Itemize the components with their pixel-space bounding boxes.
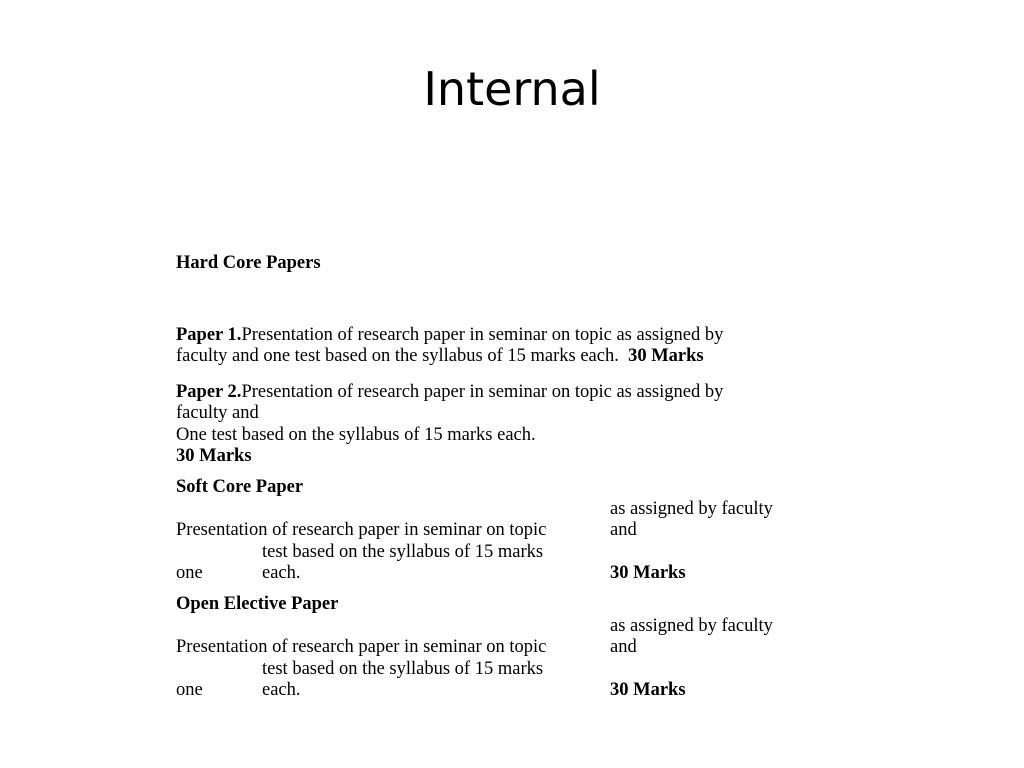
paper2-text1: Presentation of research paper in seminar on topic as assigned by (241, 382, 724, 402)
soft-core-right-1: as assigned by faculty (610, 499, 773, 519)
paper2-marks: 30 Marks (176, 446, 252, 466)
soft-core-mid-4: each. (262, 563, 301, 583)
paper2-label: Paper 2. (176, 382, 242, 402)
soft-core-marks: 30 Marks (610, 563, 686, 583)
paper1-line2 (176, 346, 704, 367)
open-elective-marks: 30 Marks (610, 680, 686, 700)
open-elective-heading: Open Elective Paper (176, 594, 339, 614)
open-elective-mid-4: each. (262, 680, 301, 700)
soft-core-mid-3: test based on the syllabus of 15 marks (262, 542, 544, 562)
soft-core-left-4: one (176, 563, 203, 583)
paper1-text2: faculty and one test based on the syllabus of 15 marks each. (176, 346, 619, 366)
hard-core-heading: Hard Core Papers (176, 253, 321, 273)
open-elective-left-2: Presentation of research paper in seminar on topic (176, 637, 547, 657)
open-elective-right-2: and (610, 637, 637, 657)
open-elective-mid-3: test based on the syllabus of 15 marks (262, 659, 544, 679)
paper2-line3: One test based on the syllabus of 15 marks each. (176, 425, 536, 445)
open-elective-left-4: one (176, 680, 203, 700)
soft-core-heading: Soft Core Paper (176, 477, 304, 497)
paper2-line1 (176, 382, 723, 403)
soft-core-right-2: and (610, 520, 637, 540)
paper1-text1: Presentation of research paper in seminar on topic as assigned by (241, 325, 724, 345)
paper1-marks: 30 Marks (628, 346, 704, 366)
paper1-label: Paper 1. (176, 325, 242, 345)
slide-title: Internal (423, 62, 601, 116)
paper1-line1 (176, 325, 723, 346)
paper2-line2: faculty and (176, 403, 259, 423)
soft-core-left-2: Presentation of research paper in seminar on topic (176, 520, 547, 540)
open-elective-right-1: as assigned by faculty (610, 616, 773, 636)
